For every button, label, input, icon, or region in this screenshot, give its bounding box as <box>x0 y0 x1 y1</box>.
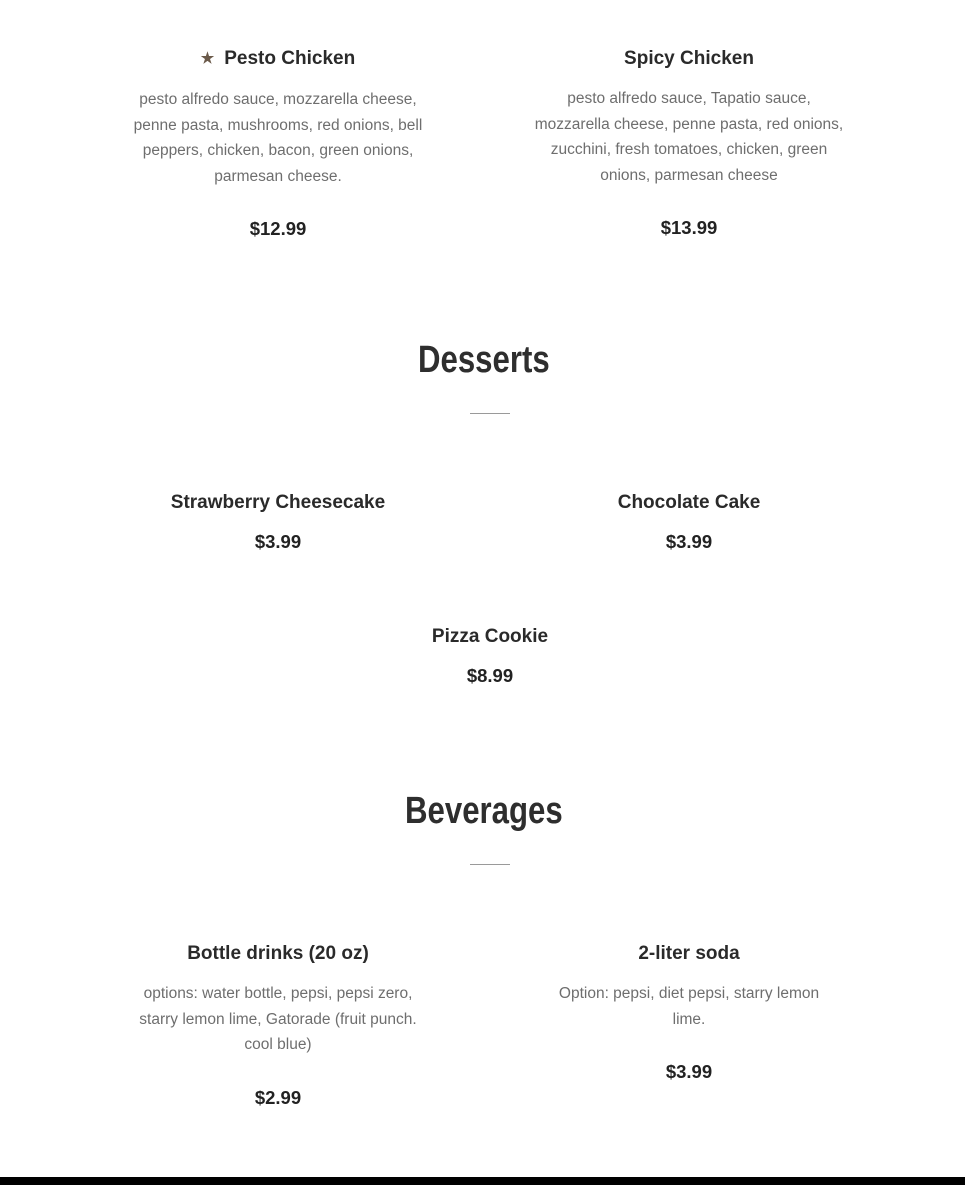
item-description: options: water bottle, pepsi, pepsi zero, starry lemon lime, Gatorade (fruit punch. cool blue) <box>139 985 417 1053</box>
section-divider <box>470 413 510 414</box>
item-price: $12.99 <box>249 218 307 239</box>
item-price: $8.99 <box>466 665 514 686</box>
item-title <box>108 47 448 72</box>
menu-item-chocolate-cake <box>519 491 859 554</box>
item-description: pesto alfredo sauce, Tapatio sauce, mozzarella cheese, penne pasta, red onions, zucchini, fresh tomatoes, chicken, green onions, parmesan cheese <box>534 90 844 184</box>
item-price: $13.99 <box>660 217 718 238</box>
item-name: Bottle drinks (20 oz) <box>187 943 369 964</box>
item-name: Spicy Chicken <box>624 48 754 69</box>
menu-item-pizza-cookie <box>320 625 660 688</box>
item-title <box>519 47 859 71</box>
item-name: Pizza Cookie <box>431 626 549 647</box>
item-name: Pesto Chicken <box>224 48 356 69</box>
section-heading-beverages: Beverages <box>405 790 563 832</box>
item-price: $3.99 <box>665 1061 713 1082</box>
star-icon: ★ <box>200 50 215 67</box>
menu-item-strawberry-cheesecake <box>108 491 448 554</box>
item-name: Chocolate Cake <box>617 492 761 513</box>
item-description: Option: pepsi, diet pepsi, starry lemon lime. <box>558 985 820 1028</box>
item-price: $3.99 <box>665 531 713 552</box>
section-divider <box>470 864 510 865</box>
section-heading-desserts: Desserts <box>418 339 550 381</box>
item-price: $3.99 <box>254 531 302 552</box>
item-name: 2-liter soda <box>638 943 740 964</box>
footer-bar <box>0 1177 965 1185</box>
item-price: $2.99 <box>254 1086 302 1108</box>
menu-item-pesto-chicken <box>108 47 448 241</box>
menu-item-2-liter-soda <box>519 942 859 1084</box>
menu-item-bottle-drinks <box>108 942 448 1110</box>
item-description: pesto alfredo sauce, mozzarella cheese, penne pasta, mushrooms, red onions, bell peppers, chicken, bacon, green onions, parmesan cheese. <box>133 91 423 185</box>
menu-item-spicy-chicken <box>519 47 859 240</box>
item-name: Strawberry Cheesecake <box>170 492 386 513</box>
